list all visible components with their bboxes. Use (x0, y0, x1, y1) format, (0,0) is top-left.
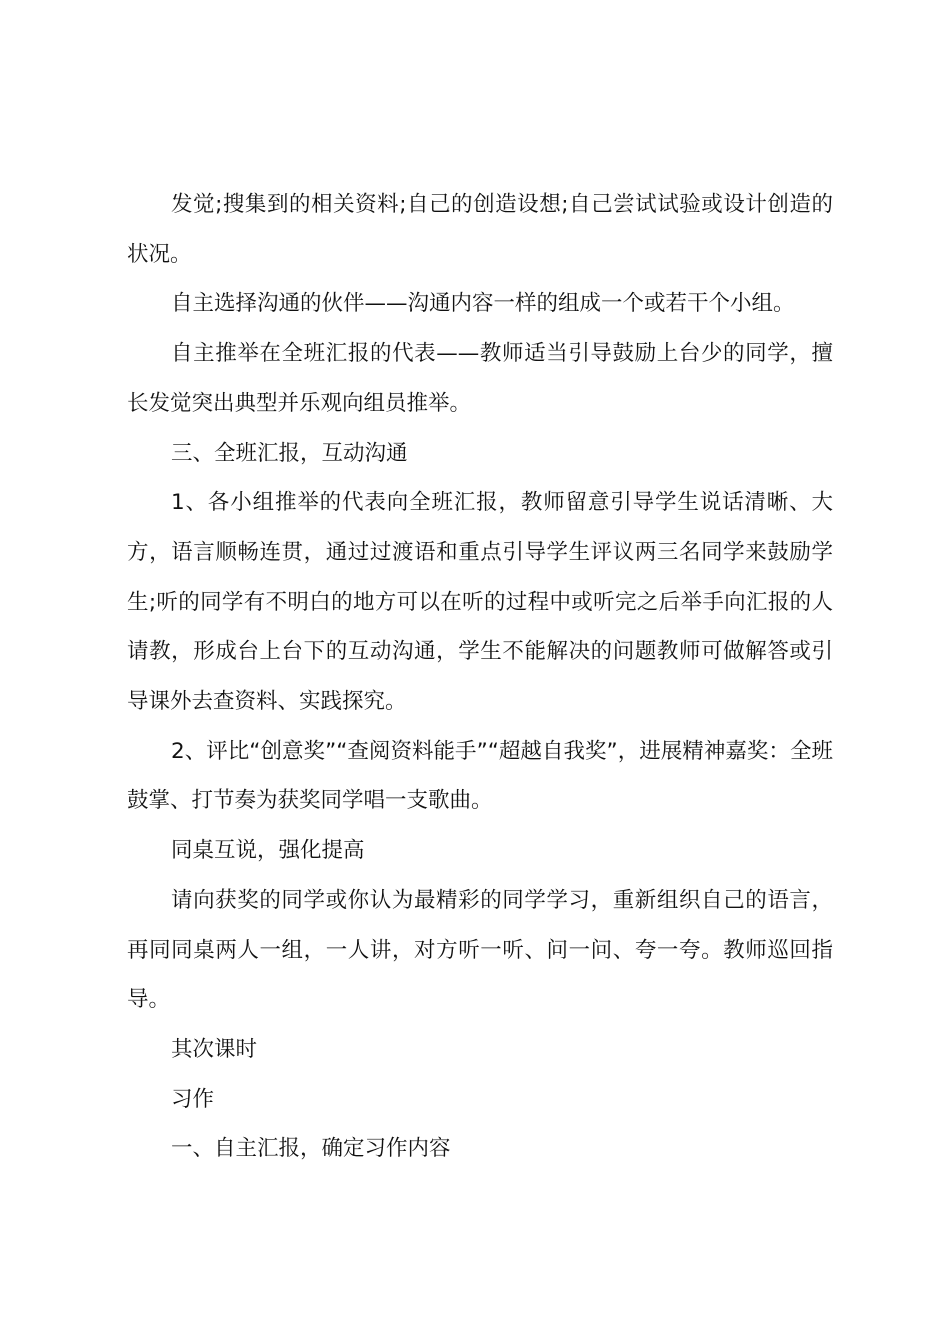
paragraph-choose-partners: 自主选择沟通的伙伴——沟通内容一样的组成一个或若干个小组。 (171, 291, 795, 317)
section-heading-writing-content: 一、自主汇报，确定习作内容 (171, 1136, 451, 1162)
paragraph-elect-representative: 自主推举在全班汇报的代表——教师适当引导鼓励上台少的同学，擅长发觉突出典型并乐观向组员推举。 (127, 341, 833, 416)
section-heading-class-report: 三、全班汇报，互动沟通 (171, 440, 408, 466)
section-heading-second-lesson: 其次课时 (171, 1036, 258, 1062)
paragraph-discovery-materials: 发觉;搜集到的相关资料;自己的创造设想;自己尝试试验或设计创造的状况。 (127, 192, 833, 267)
paragraph-desk-mate-practice: 请向获奖的同学或你认为最精彩的同学学习，重新组织自己的语言，再同同桌两人一组，一人讲，对方听一听、问一问、夸一夸。教师巡回指导。 (127, 887, 833, 1013)
document-body (127, 180, 833, 1174)
section-heading-desk-mates: 同桌互说，强化提高 (171, 838, 365, 864)
section-heading-writing: 习作 (171, 1086, 215, 1112)
paragraph-awards: 2、评比“创意奖”“查阅资料能手”“超越自我奖”，进展精神嘉奖：全班鼓掌、打节奏为获奖同学唱一支歌曲。 (127, 738, 833, 814)
paragraph-group-reports: 1、各小组推举的代表向全班汇报，教师留意引导学生说话清晰、大方，语言顺畅连贯，通过过渡语和重点引导学生评议两三名同学来鼓励学生;听的同学有不明白的地方可以在听的过程中或听完之后举手向汇报的人请教，形成台上台下的互动沟通，学生不能解决的问题教师可做解答或引导课外去查资料、实践探究。 (127, 490, 833, 715)
